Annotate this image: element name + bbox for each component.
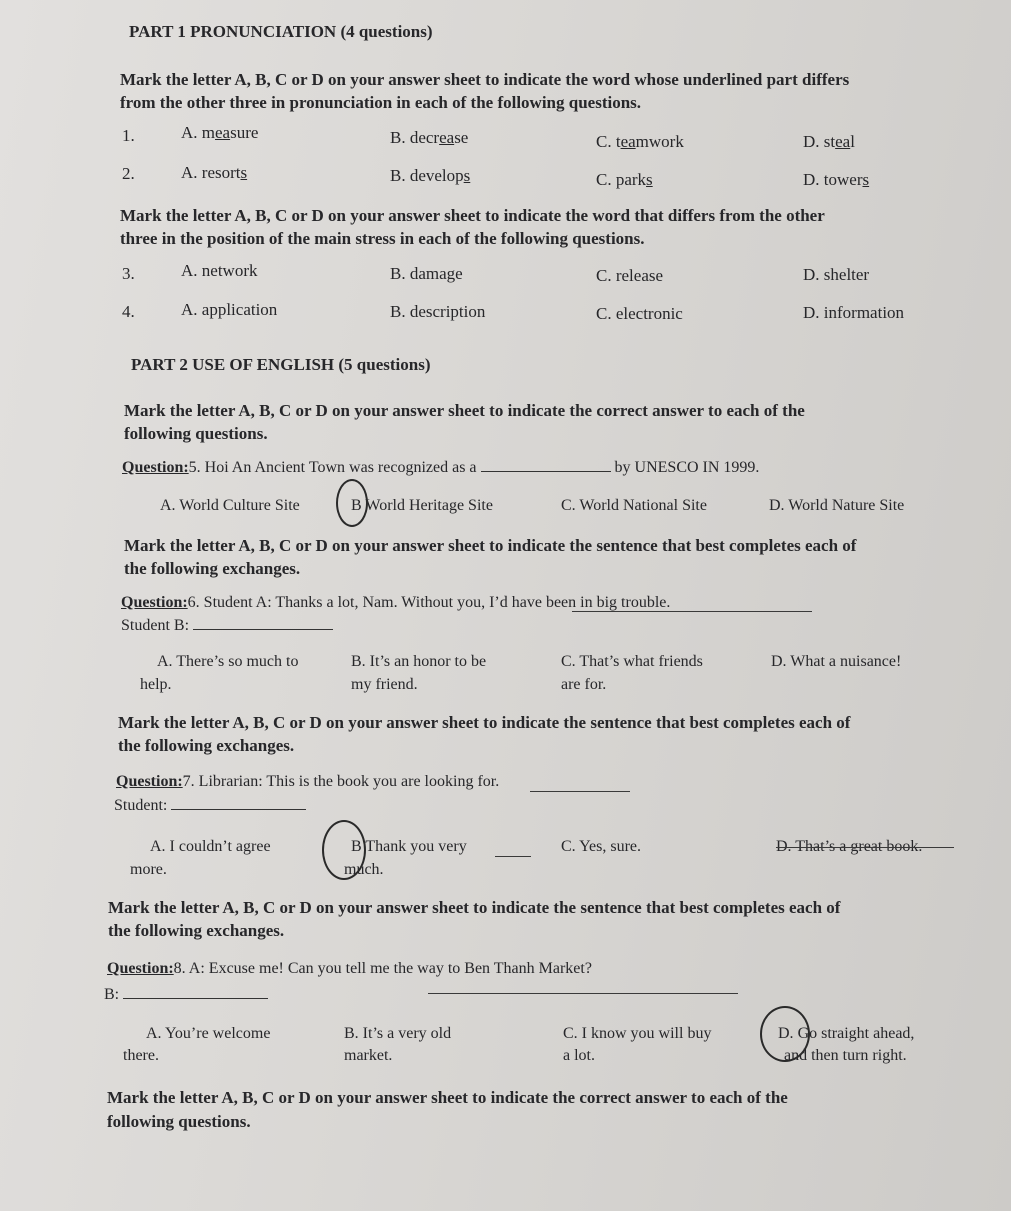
part2-instruction-e-line2: the following exchanges.	[118, 736, 295, 755]
q5-option-b: B World Heritage Site	[351, 497, 493, 514]
q7-answer-circle	[322, 820, 366, 880]
q8-option-c-line1: C. I know you will buy	[563, 1025, 712, 1042]
part2-title: PART 2 USE OF ENGLISH (5 questions)	[131, 355, 431, 374]
q7-option-d: D. That’s a great book.	[776, 838, 923, 855]
q7-b-underline	[495, 856, 531, 857]
q2-option-a: A. resorts	[181, 163, 248, 182]
q8-option-a-line1: A. You’re welcome	[146, 1025, 271, 1042]
q2-number: 2.	[122, 164, 135, 183]
part2-instruction-d-line2: the following exchanges.	[124, 559, 301, 578]
q3-number: 3.	[122, 264, 135, 283]
q6-option-c-line2: are for.	[561, 676, 607, 693]
q8-question: Question:8. A: Excuse me! Can you tell me the way to Ben Thanh Market?	[107, 960, 592, 977]
q1-option-a: A. measure	[181, 123, 259, 142]
q2-option-b: B. develops	[390, 166, 471, 185]
part2-instruction-g-line1: Mark the letter A, B, C or D on your answer sheet to indicate the correct answer to each of the	[107, 1088, 788, 1107]
q1-number: 1.	[122, 126, 135, 145]
q8-option-c-line2: a lot.	[563, 1047, 595, 1064]
q8-option-a-line2: there.	[123, 1047, 159, 1064]
q3-option-b: B. damage	[390, 264, 463, 283]
part2-instruction-g-line2: following questions.	[107, 1112, 251, 1131]
q8-b-label: B:	[104, 986, 268, 1004]
q6-option-a-line1: A. There’s so much to	[157, 653, 299, 670]
q7-d-strikethrough	[776, 847, 954, 848]
part2-instruction-c-line2: following questions.	[124, 424, 268, 443]
q6-underline	[572, 611, 812, 612]
part2-instruction-d-line1: Mark the letter A, B, C or D on your answer sheet to indicate the sentence that best completes each of	[124, 536, 857, 555]
q8-option-d-line1: D. Go straight ahead,	[778, 1025, 915, 1042]
q1-option-b: B. decrease	[390, 128, 469, 147]
q6-option-b-line1: B. It’s an honor to be	[351, 653, 487, 670]
part1-instruction-a-line2: from the other three in pronunciation in each of the following questions.	[120, 93, 642, 112]
q8-underline	[428, 993, 738, 994]
q2-option-d: D. towers	[803, 170, 870, 189]
part2-instruction-f-line2: the following exchanges.	[108, 921, 285, 940]
q2-option-c: C. parks	[596, 170, 653, 189]
part2-instruction-e-line1: Mark the letter A, B, C or D on your answer sheet to indicate the sentence that best completes each of	[118, 713, 851, 732]
q1-option-c: C. teamwork	[596, 132, 684, 151]
q5-question: Question:5. Hoi An Ancient Town was recognized as a by UNESCO IN 1999.	[122, 459, 760, 476]
q8-option-b-line1: B. It’s a very old	[344, 1025, 452, 1042]
q7-option-b-line2: much.	[344, 861, 384, 878]
part2-instruction-f-line1: Mark the letter A, B, C or D on your answer sheet to indicate the sentence that best completes each of	[108, 898, 841, 917]
q6-option-b-line2: my friend.	[351, 676, 418, 693]
q8-answer-circle	[760, 1006, 810, 1062]
q5-option-d: D. World Nature Site	[769, 497, 905, 514]
q6-student-b: Student B:	[121, 617, 333, 635]
q6-option-c-line1: C. That’s what friends	[561, 653, 703, 670]
q5-option-c: C. World National Site	[561, 497, 707, 514]
q7-student: Student:	[114, 797, 306, 815]
q8-option-b-line2: market.	[344, 1047, 393, 1064]
q7-option-c: C. Yes, sure.	[561, 838, 642, 855]
part1-instruction-b-line1: Mark the letter A, B, C or D on your answer sheet to indicate the word that differs from the other	[120, 206, 825, 225]
q3-option-a: A. network	[181, 261, 258, 280]
q3-option-c: C. release	[596, 266, 664, 285]
q7-question: Question:7. Librarian: This is the book you are looking for.	[116, 773, 500, 790]
q5-blank	[481, 471, 611, 472]
q5-answer-circle	[336, 479, 368, 527]
part1-instruction-b-line2: three in the position of the main stress in each of the following questions.	[120, 229, 645, 248]
part1-instruction-a-line1: Mark the letter A, B, C or D on your answer sheet to indicate the word whose underlined part differs	[120, 70, 850, 89]
q4-option-a: A. application	[181, 300, 278, 319]
q8-option-d-line2: and then turn right.	[784, 1047, 907, 1064]
part1-title: PART 1 PRONUNCIATION (4 questions)	[129, 22, 433, 41]
q7-underline	[530, 791, 630, 792]
q7-option-a-line1: A. I couldn’t agree	[150, 838, 271, 855]
q1-option-d: D. steal	[803, 132, 855, 151]
q4-option-c: C. electronic	[596, 304, 683, 323]
q5-option-a: A. World Culture Site	[160, 497, 300, 514]
q6-question: Question:6. Student A: Thanks a lot, Nam. Without you, I’d have been in big trouble.	[121, 594, 671, 611]
q6-option-d: D. What a nuisance!	[771, 653, 902, 670]
q7-option-b-line1: B Thank you very	[351, 838, 467, 855]
q4-number: 4.	[122, 302, 135, 321]
part2-instruction-c-line1: Mark the letter A, B, C or D on your answer sheet to indicate the correct answer to each of the	[124, 401, 805, 420]
q3-option-d: D. shelter	[803, 265, 870, 284]
q6-option-a-line2: help.	[140, 676, 172, 693]
q7-option-a-line2: more.	[130, 861, 167, 878]
q4-option-d: D. information	[803, 303, 905, 322]
q4-option-b: B. description	[390, 302, 486, 321]
